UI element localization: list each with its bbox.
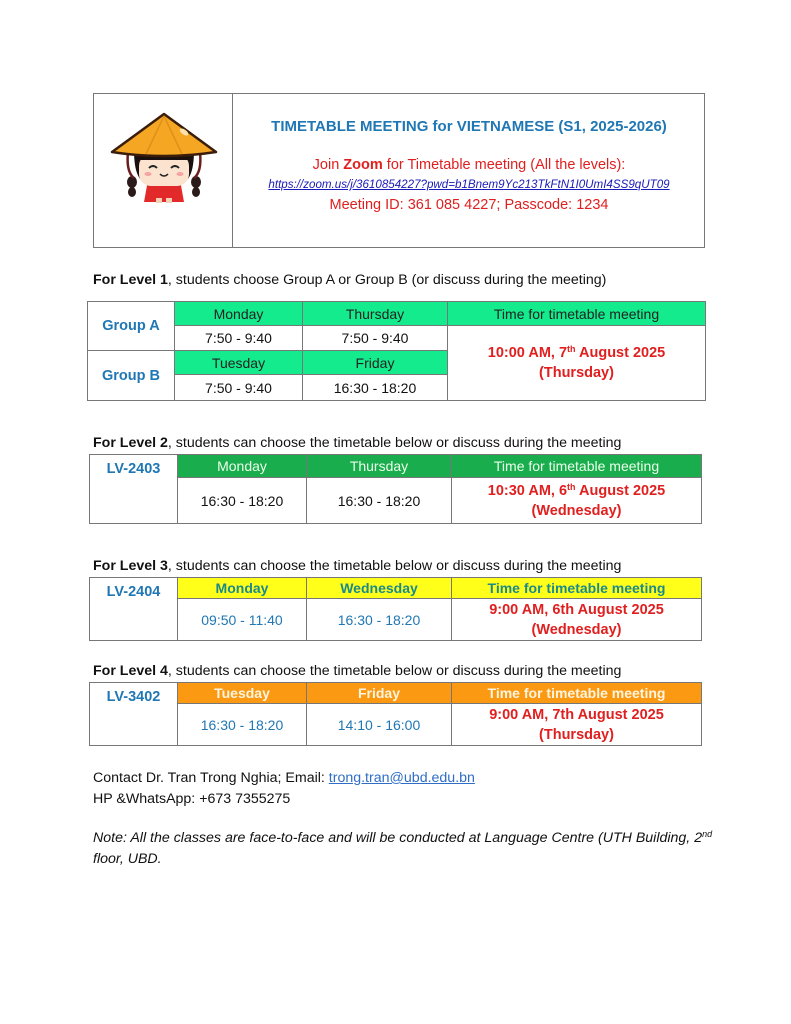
note-a: Note: All the classes are face-to-face and will be conducted at Language Centre (UTH Building, 2 xyxy=(93,830,703,846)
l1-mt-b: August 2025 xyxy=(575,345,666,361)
l1-mt-a: 10:00 AM, 7 xyxy=(487,345,568,361)
note-text xyxy=(93,828,713,870)
contact-line1 xyxy=(93,768,475,789)
level3-label: For Level 3 xyxy=(93,558,168,574)
join-prefix: Join xyxy=(312,157,344,173)
contact-name: Contact Dr. Tran Trong Nghia; Email: xyxy=(93,770,329,786)
level4-label: For Level 4 xyxy=(93,663,168,679)
group-a-time2: 7:50 - 9:40 xyxy=(303,326,448,351)
mascot-icon xyxy=(106,112,222,204)
l2-mt-b: August 2025 xyxy=(575,482,666,499)
level1-meeting-header: Time for timetable meeting xyxy=(448,302,706,326)
page-title: TIMETABLE MEETING for VIETNAMESE (S1, 2025-2026) xyxy=(271,118,667,135)
level3-intro xyxy=(93,558,621,574)
email-link[interactable]: trong.tran@ubd.edu.bn xyxy=(328,770,475,786)
level2-day1: Monday xyxy=(178,455,307,478)
l1-mt-sup: th xyxy=(567,344,576,354)
level1-desc: , students choose Group A or Group B (or discuss during the meeting) xyxy=(167,272,607,288)
group-a-day2: Thursday xyxy=(303,302,448,326)
level3-day1: Monday xyxy=(178,578,307,599)
level3-day2: Wednesday xyxy=(307,578,452,599)
level1-intro xyxy=(93,272,606,288)
contact-phone: HP &WhatsApp: +673 7355275 xyxy=(93,791,291,807)
group-b-time1: 7:50 - 9:40 xyxy=(175,375,303,401)
l3-meeting-day: (Wednesday) xyxy=(531,621,622,638)
level4-meeting-header: Time for timetable meeting xyxy=(452,683,702,704)
level4-table xyxy=(89,682,702,746)
level4-day1: Tuesday xyxy=(178,683,307,704)
level4-intro xyxy=(93,663,621,679)
note-sup: nd xyxy=(702,829,713,839)
l2-mt-a: 10:30 AM, 6 xyxy=(487,482,568,499)
meeting-id-passcode: Meeting ID: 361 085 4227; Passcode: 1234 xyxy=(329,197,609,213)
level2-time1: 16:30 - 18:20 xyxy=(178,478,307,524)
join-zoom-text xyxy=(234,157,704,173)
level3-meeting-time xyxy=(452,599,702,641)
level2-class: LV-2403 xyxy=(90,455,178,524)
group-b-day2: Friday xyxy=(303,351,448,375)
zoom-meeting-link[interactable]: https://zoom.us/j/3610854227?pwd=b1Bnem9Yc213TkFtN1I0UmI4SS9qUT09 xyxy=(268,178,670,191)
level3-desc: , students can choose the timetable below or discuss during the meeting xyxy=(167,558,622,574)
level2-time2: 16:30 - 18:20 xyxy=(307,478,452,524)
level4-time2: 14:10 - 16:00 xyxy=(307,704,452,746)
level3-time2: 16:30 - 18:20 xyxy=(307,599,452,641)
level4-time1: 16:30 - 18:20 xyxy=(178,704,307,746)
level1-meeting-time xyxy=(448,326,706,401)
level1-table xyxy=(87,301,706,401)
level2-meeting-time xyxy=(452,478,702,524)
level3-class: LV-2404 xyxy=(90,578,178,641)
level1-label: For Level 1 xyxy=(93,272,168,288)
level2-label: For Level 2 xyxy=(93,435,168,451)
header-divider xyxy=(232,93,233,248)
l2-mt-sup: th xyxy=(567,481,576,492)
zoom-brand: Zoom xyxy=(343,157,383,173)
contact-block xyxy=(93,768,475,810)
note-b: floor, UBD. xyxy=(93,851,162,867)
group-b-day1: Tuesday xyxy=(175,351,303,375)
level2-intro xyxy=(93,435,621,451)
group-b-time2: 16:30 - 18:20 xyxy=(303,375,448,401)
level4-meeting-time xyxy=(452,704,702,746)
level3-table xyxy=(89,577,702,641)
level2-meeting-header: Time for timetable meeting xyxy=(452,455,702,478)
group-b-label: Group B xyxy=(88,351,175,401)
level2-desc: , students can choose the timetable below or discuss during the meeting xyxy=(167,435,622,451)
level4-day2: Friday xyxy=(307,683,452,704)
l4-meeting-day: (Thursday) xyxy=(539,726,614,743)
l1-meeting-day: (Thursday) xyxy=(539,365,614,381)
level3-meeting-header: Time for timetable meeting xyxy=(452,578,702,599)
level2-day2: Thursday xyxy=(307,455,452,478)
l2-meeting-day: (Wednesday) xyxy=(531,502,622,519)
group-a-time1: 7:50 - 9:40 xyxy=(175,326,303,351)
l3-mt: 9:00 AM, 6th August 2025 xyxy=(489,601,664,618)
level3-time1: 09:50 - 11:40 xyxy=(178,599,307,641)
join-suffix: for Timetable meeting (All the levels): xyxy=(382,157,626,173)
level2-table xyxy=(89,454,702,524)
level4-desc: , students can choose the timetable below or discuss during the meeting xyxy=(167,663,622,679)
group-a-day1: Monday xyxy=(175,302,303,326)
level4-class: LV-3402 xyxy=(90,683,178,746)
group-a-label: Group A xyxy=(88,302,175,351)
l4-mt: 9:00 AM, 7th August 2025 xyxy=(489,706,664,723)
